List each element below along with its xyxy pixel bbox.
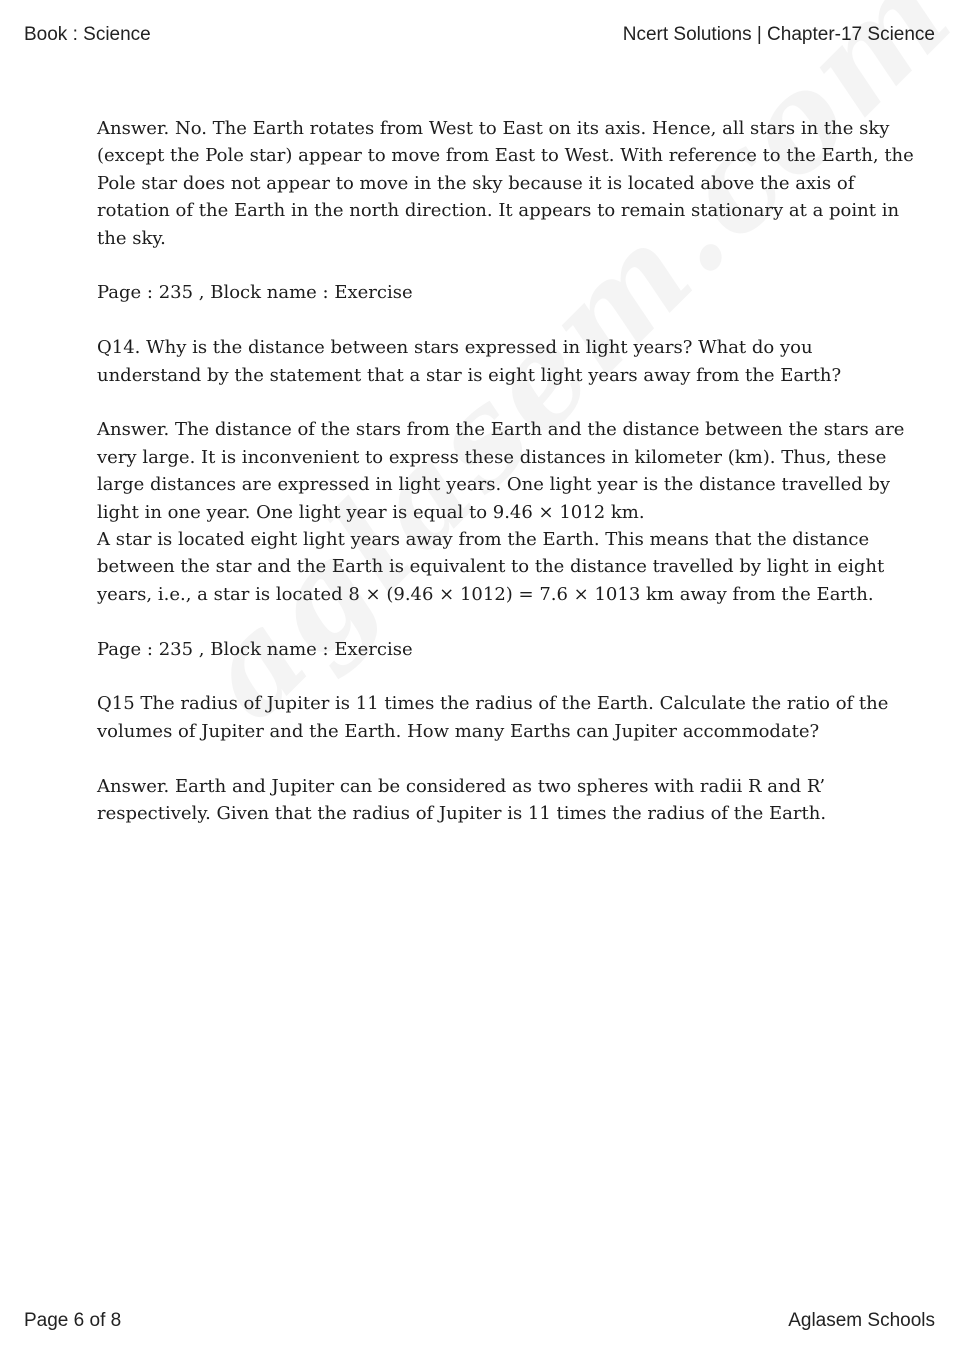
question-15-paragraph: [97, 690, 889, 745]
answer-13-paragraph: [97, 115, 914, 252]
text-line: Q15 The radius of Jupiter is 11 times the radius of the Earth. Calculate the ratio of the: [97, 693, 889, 715]
text-line: the sky.: [97, 227, 166, 249]
header-book-title: Book : Science: [24, 24, 151, 45]
text-line: Q14. Why is the distance between stars expressed in light years? What do you: [97, 337, 813, 359]
text-line: Page : 235 , Block name : Exercise: [97, 282, 413, 304]
page-reference: [97, 636, 867, 663]
text-line: very large. It is inconvenient to express these distances in kilometer (km). Thus, these: [97, 446, 887, 468]
question-14-paragraph: [97, 334, 867, 389]
document-body: [97, 115, 914, 855]
text-line: rotation of the Earth in the north direction. It appears to remain stationary at a point in: [97, 200, 900, 222]
text-line: Answer. The distance of the stars from the Earth and the distance between the stars are: [97, 419, 905, 441]
text-line: understand by the statement that a star is eight light years away from the Earth?: [97, 364, 842, 386]
page-reference: [97, 279, 867, 306]
text-line: Answer. Earth and Jupiter can be considered as two spheres with radii R and R’: [97, 775, 826, 797]
text-line: Answer. No. The Earth rotates from West to East on its axis. Hence, all stars in the sky: [97, 118, 890, 139]
footer-page-number: Page 6 of 8: [24, 1310, 122, 1331]
footer-publisher: Aglasem Schools: [788, 1310, 935, 1331]
text-line: light in one year. One light year is equal to 9.46 × 1012 km.: [97, 501, 645, 523]
answer-14-paragraph: [97, 416, 905, 608]
text-line: volumes of Jupiter and the Earth. How many Earths can Jupiter accommodate?: [97, 720, 820, 742]
text-line: large distances are expressed in light years. One light year is the distance travelled by: [97, 474, 891, 496]
header-chapter-title: Ncert Solutions | Chapter-17 Science: [622, 24, 935, 45]
text-line: between the star and the Earth is equivalent to the distance travelled by light in eight: [97, 556, 885, 578]
text-line: respectively. Given that the radius of Jupiter is 11 times the radius of the Earth.: [97, 803, 827, 825]
text-line: Pole star does not appear to move in the sky because it is located above the axis of: [97, 172, 855, 194]
answer-15-paragraph: [97, 773, 867, 828]
text-line: A star is located eight light years away from the Earth. This means that the distance: [97, 529, 870, 551]
text-line: years, i.e., a star is located 8 × (9.46 × 1012) = 7.6 × 1013 km away from the Earth.: [97, 583, 874, 605]
text-line: (except the Pole star) appear to move from East to West. With reference to the Earth, the: [97, 145, 914, 167]
text-line: Page : 235 , Block name : Exercise: [97, 638, 413, 660]
